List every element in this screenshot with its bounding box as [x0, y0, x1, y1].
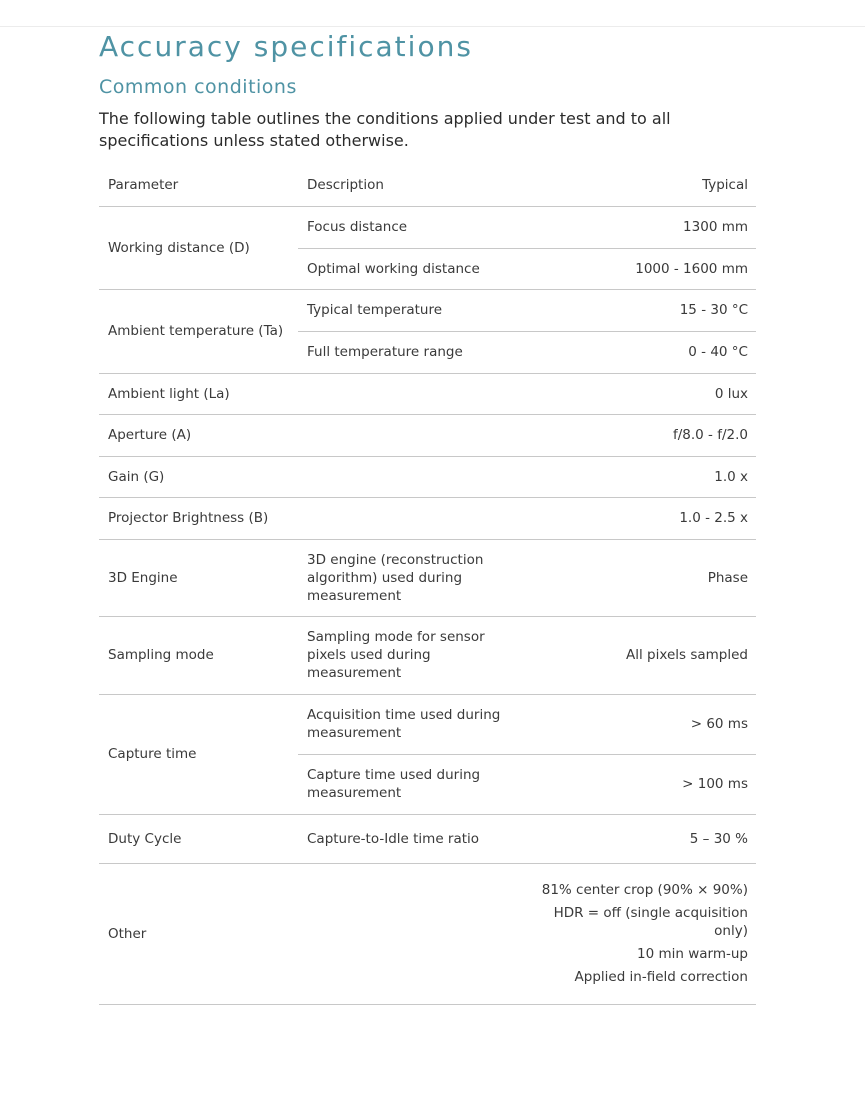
param-ambient-light: Ambient light (La)	[108, 385, 230, 402]
param-projector-brightness: Projector Brightness (B)	[108, 510, 269, 526]
value-sampling-mode: All pixels sampled	[626, 647, 748, 663]
value-duty-cycle: 5 – 30 %	[689, 830, 748, 847]
param-aperture: Aperture (A)	[108, 427, 192, 443]
value-typical-temperature: 15 - 30 °C	[511, 289, 756, 331]
desc-focus-distance: Focus distance	[298, 206, 511, 248]
param-gain: Gain (G)	[108, 468, 165, 485]
param-duty-cycle: Duty Cycle	[108, 830, 182, 847]
table-row	[99, 497, 756, 539]
value-projector-brightness: 1.0 - 2.5 x	[679, 510, 748, 526]
param-other: Other	[108, 925, 147, 942]
param-sampling-mode: Sampling mode	[108, 647, 214, 663]
value-capture-time: > 100 ms	[511, 754, 756, 814]
table-row	[99, 694, 756, 754]
desc-typical-temperature: Typical temperature	[298, 289, 511, 331]
page-title: Accuracy specifications	[99, 30, 473, 63]
desc-sampling-mode: Sampling mode for sensor pixels used during measurement	[307, 629, 485, 681]
desc-duty-cycle: Capture-to-Idle time ratio	[307, 830, 480, 847]
table-row	[99, 373, 756, 414]
value-other-list	[511, 863, 756, 1004]
param-capture-time: Capture time	[99, 694, 298, 814]
param-ambient-temperature: Ambient temperature (Ta)	[99, 289, 298, 373]
header-typical: Typical	[702, 176, 748, 193]
value-other-warmup: 10 min warm-up	[637, 945, 748, 962]
value-acquisition-time: > 60 ms	[511, 694, 756, 754]
value-gain: 1.0 x	[714, 468, 748, 485]
conditions-table	[99, 164, 756, 1005]
value-full-temperature-range: 0 - 40 °C	[511, 331, 756, 373]
value-other-crop: 81% center crop (90% × 90%)	[541, 881, 748, 898]
document-content	[99, 26, 759, 1005]
value-other-correction: Applied in-field correction	[574, 968, 748, 985]
table-row	[99, 539, 756, 616]
table-row	[99, 814, 756, 863]
table-row	[99, 456, 756, 497]
header-parameter: Parameter	[108, 176, 179, 193]
param-3d-engine: 3D Engine	[108, 569, 178, 586]
desc-full-temperature-range: Full temperature range	[298, 331, 511, 373]
table-row	[99, 206, 756, 248]
table-row	[99, 616, 756, 694]
header-description: Description	[307, 176, 384, 193]
param-working-distance: Working distance (D)	[99, 206, 298, 289]
table-header-row	[99, 164, 756, 206]
desc-acquisition-time: Acquisition time used during measurement	[298, 694, 511, 754]
value-3d-engine: Phase	[707, 569, 748, 586]
table-row	[99, 863, 756, 1004]
desc-3d-engine: 3D engine (reconstruction algorithm) used during measurement	[307, 551, 484, 604]
section-title: Common conditions	[99, 76, 297, 98]
table-row	[99, 414, 756, 456]
page-top-divider	[0, 0, 865, 27]
desc-optimal-working-distance: Optimal working distance	[298, 248, 511, 289]
value-optimal-working-distance: 1000 - 1600 mm	[511, 248, 756, 289]
value-focus-distance: 1300 mm	[511, 206, 756, 248]
intro-paragraph: The following table outlines the conditions applied under test and to all specifications unless stated otherwise.	[99, 109, 671, 150]
value-ambient-light: 0 lux	[714, 385, 748, 402]
value-other-hdr: HDR = off (single acquisition only)	[553, 904, 748, 939]
value-aperture: f/8.0 - f/2.0	[673, 427, 748, 443]
table-row	[99, 289, 756, 331]
desc-capture-time: Capture time used during measurement	[298, 754, 511, 814]
